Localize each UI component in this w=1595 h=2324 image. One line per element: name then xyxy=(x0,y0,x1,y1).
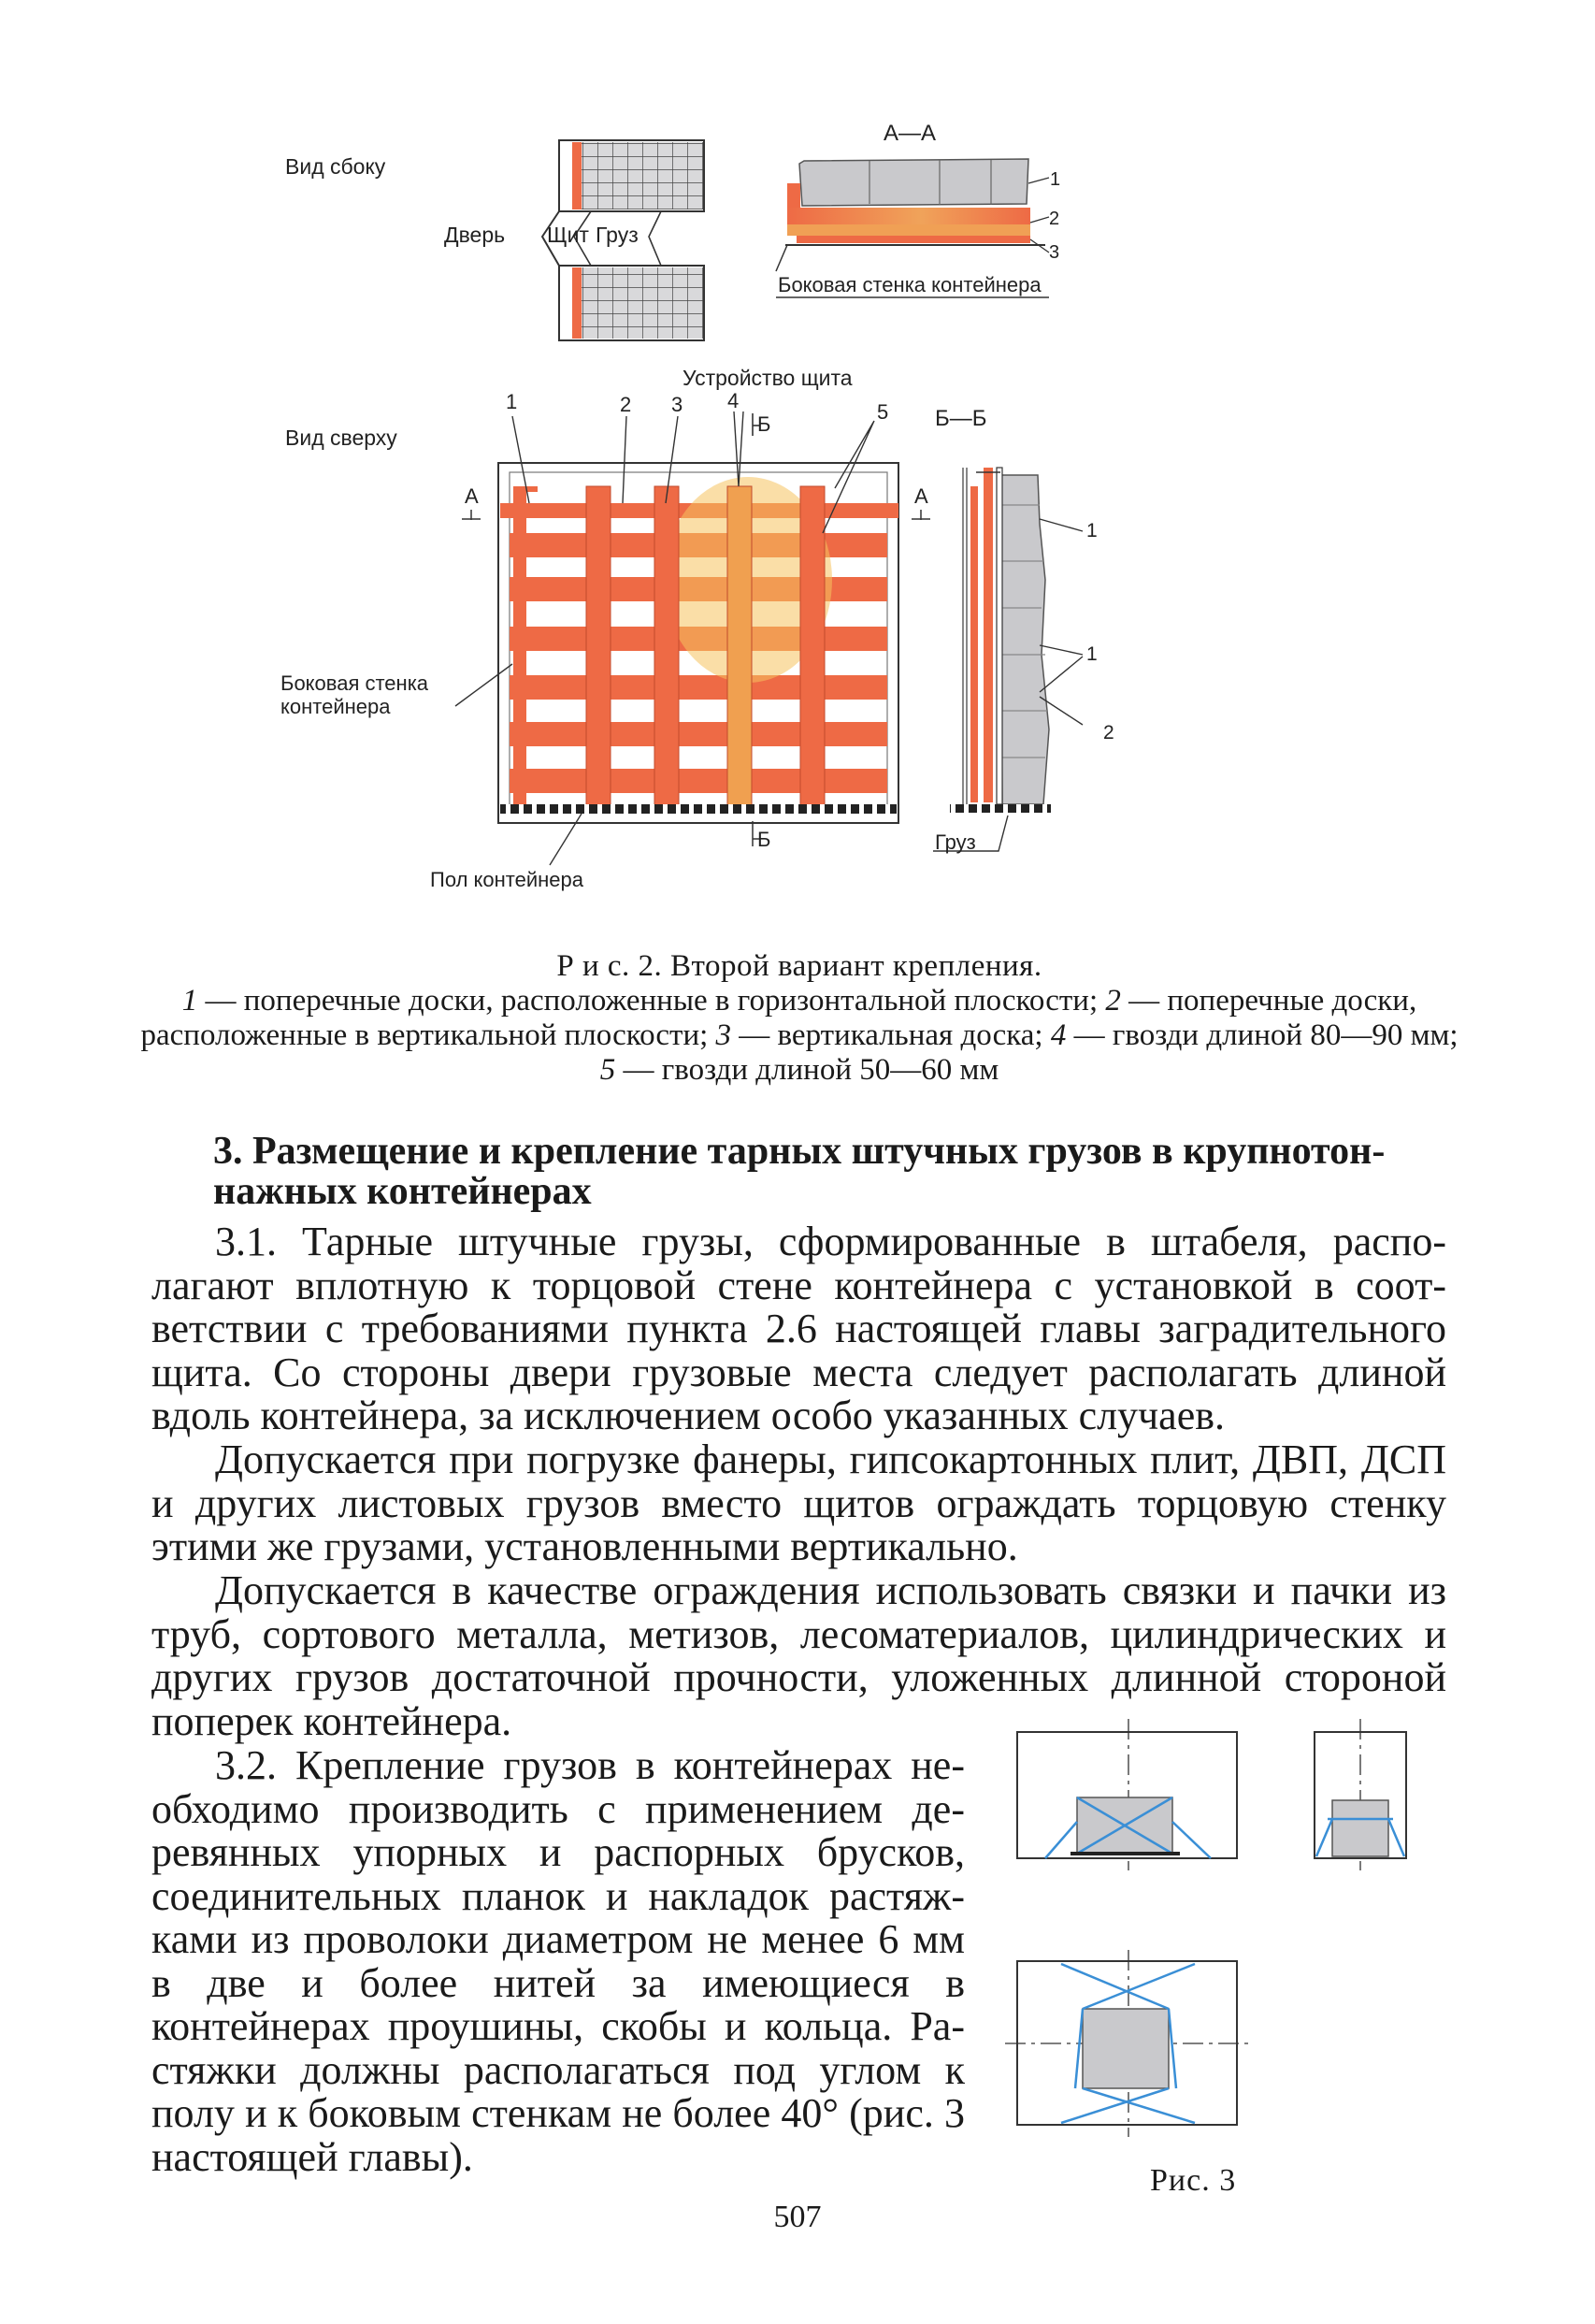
callout-top-3: 3 xyxy=(671,393,683,416)
side-wall-container-label: Боковая стенка контейнера xyxy=(778,273,1042,296)
figure-2-caption-title: Р и с. 2. Второй вариант крепления. xyxy=(556,949,1042,983)
top-view-drawing xyxy=(498,411,898,823)
section-mark-b-bottom: Б xyxy=(757,828,771,851)
callout-bb-2: 2 xyxy=(1103,722,1114,743)
section-mark-a-right: А xyxy=(914,484,928,508)
side-view-label: Вид сбоку xyxy=(285,154,386,179)
callout-aa-1: 1 xyxy=(1050,169,1061,190)
legend-num-1: 1 xyxy=(181,984,198,1018)
section-aa-label: А—А xyxy=(884,121,937,146)
container-floor-label: Пол контейнера xyxy=(430,868,583,891)
legend-num-5: 5 xyxy=(599,1053,616,1087)
figure-2-caption xyxy=(140,949,1458,1088)
section-mark-b-top: Б xyxy=(757,412,771,436)
top-view-label: Вид сверху xyxy=(285,426,397,450)
page-number: 507 xyxy=(773,2200,822,2234)
legend-text-2: — поперечные доски, расположенные в вертикальной плоскости; xyxy=(140,984,1417,1052)
callout-top-5: 5 xyxy=(877,400,889,424)
callout-top-2: 2 xyxy=(620,393,632,416)
section-aa-drawing xyxy=(776,159,1049,271)
paragraph-plywood: Допускается при погрузке фанеры, гипсокартонных плит, ДВП, ДСП и других листовых грузов вместо щитов ограждать торцовую стенку этими же грузами, установленными вертикально. xyxy=(151,1436,1446,1569)
section-bb-label: Б—Б xyxy=(935,406,987,431)
callout-aa-3: 3 xyxy=(1049,242,1060,263)
legend-text-1: — поперечные доски, расположенные в горизонтальной плоскости; xyxy=(197,984,1106,1018)
legend-text-3: — вертикальная доска; xyxy=(731,1018,1051,1052)
legend-num-3: 3 xyxy=(715,1018,732,1052)
figure-2 xyxy=(0,0,1595,945)
side-wall-label-line2: контейнера xyxy=(280,695,391,718)
paragraph-3-2: 3.2. Крепление грузов в контейнерах необходимо производить с применением деревянных упорных и распорных брусков, соединительных планок и накладок растяжками из проволоки диаметром не менее 6 мм в две и более нитей за имеющиеся в контейнерах проушины, скобы и кольца. Растяжки должны располагаться под углом к полу и к боковым стенкам не более 40° (рис. 3 настоящей главы). xyxy=(151,1742,965,2180)
figure-2-caption-legend xyxy=(140,984,1458,1088)
door-label: Дверь xyxy=(444,223,506,247)
legend-text-5: — гвозди длиной 50—60 мм xyxy=(615,1053,999,1087)
section-bb-drawing xyxy=(933,468,1083,851)
callout-top-4: 4 xyxy=(727,389,740,412)
shield-device-label: Устройство щита xyxy=(683,366,853,390)
legend-num-4: 4 xyxy=(1050,1018,1067,1052)
callout-bb-1b: 1 xyxy=(1086,643,1098,665)
section-mark-a-left: А xyxy=(465,484,479,508)
paragraph-3-1: 3.1. Тарные штучные грузы, сформированные в штабеля, располагают вплотную к торцовой стене контейнера с установкой в соответствии с требованиями пункта 2.6 настоящей главы заградительного щита. Со стороны двери грузовые места следует располагать длиной вдоль контейнера, за исключением особо указанных случаев. xyxy=(151,1219,1446,1438)
figure-3-top-view xyxy=(1005,1950,1253,2137)
callout-top-1: 1 xyxy=(506,390,518,413)
cargo-bb-label: Груз xyxy=(935,830,976,854)
shield-label: Щит xyxy=(547,223,589,247)
legend-text-4: — гвозди длиной 80—90 мм; xyxy=(1066,1018,1458,1052)
callout-aa-2: 2 xyxy=(1049,209,1060,229)
section-title: 3. Размещение и крепление тарных штучных грузов в крупнотоннажных контейнерах xyxy=(213,1130,1386,1213)
paragraph-bundles: Допускается в качестве ограждения использовать связки и пачки из труб, сортового металла, метизов, лесоматериалов, цилиндрических и других грузов достаточной прочности, уложенных длинной стороной поперек контейнера. xyxy=(151,1567,1446,1744)
cargo-label: Груз xyxy=(596,223,639,247)
callout-bb-1a: 1 xyxy=(1086,520,1098,541)
legend-num-2: 2 xyxy=(1105,984,1121,1018)
side-wall-label-line1: Боковая стенка xyxy=(280,671,429,695)
figure-3-caption: Рис. 3 xyxy=(1150,2163,1237,2198)
